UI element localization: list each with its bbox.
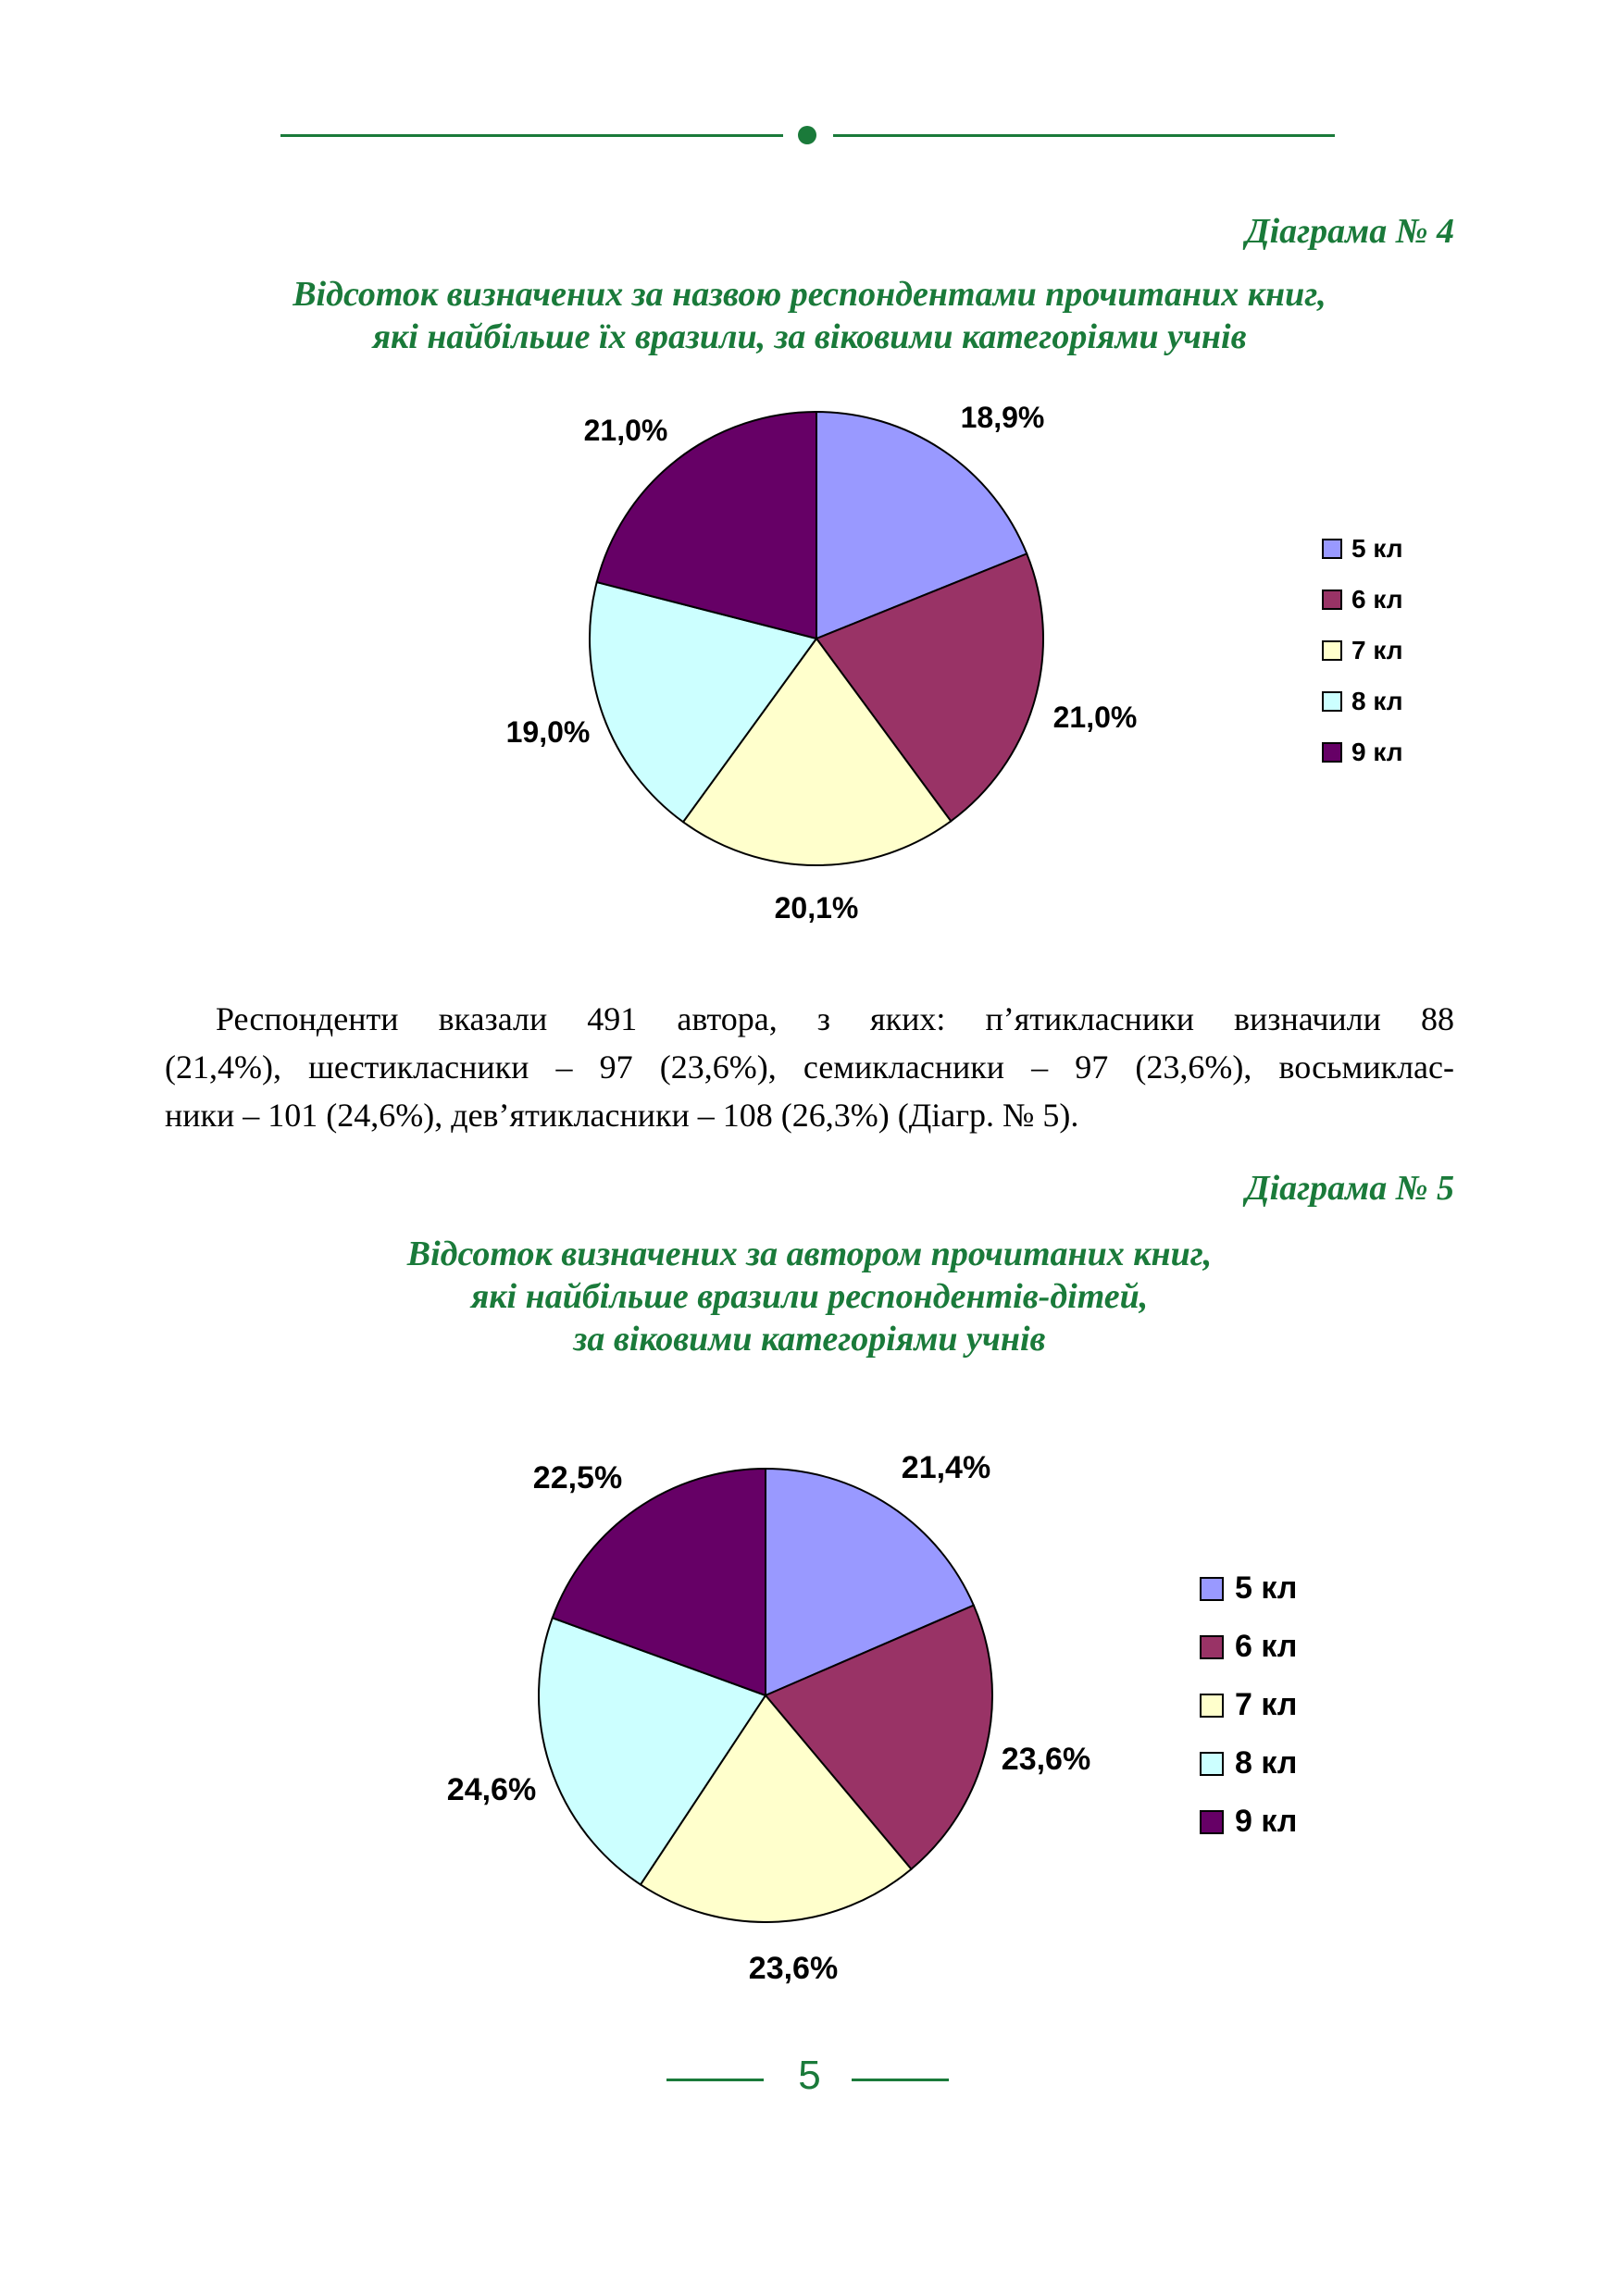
diagram-5-title-line: за віковими категоріями учнів xyxy=(573,1320,1046,1359)
pie-data-label: 19,0% xyxy=(505,715,591,749)
legend-item xyxy=(1200,1734,1297,1793)
legend-label: 6 кл xyxy=(1235,1629,1298,1664)
pie-data-label: 21,0% xyxy=(583,414,668,447)
legend-item xyxy=(1200,1676,1297,1734)
legend-label: 8 кл xyxy=(1351,686,1403,715)
paragraph-line: Респонденти вказали 491 автора, з яких: п’ятикласники визначили 88 xyxy=(216,1000,1454,1037)
legend-label: 8 кл xyxy=(1235,1745,1298,1781)
legend-label: 7 кл xyxy=(1351,635,1403,664)
diagram-5-label: Діаграма № 5 xyxy=(1245,1169,1454,1208)
diagram-5-title-line: які найбільше вразили респондентів-дітей, xyxy=(470,1277,1149,1316)
legend-swatch xyxy=(1200,1752,1224,1776)
pie-data-label: 18,9% xyxy=(960,401,1045,434)
legend-swatch xyxy=(1200,1810,1224,1834)
diagram-4-title-line: Відсоток визначених за назвою респондентами прочитаних книг, xyxy=(293,275,1326,314)
legend-diagram-5 xyxy=(1200,1559,1297,1851)
legend-item xyxy=(1200,1793,1297,1851)
legend-label: 5 кл xyxy=(1235,1570,1298,1606)
paragraph-line: (21,4%), шестикласники – 97 (23,6%), семикласники – 97 (23,6%), восьмиклас- xyxy=(165,1049,1454,1086)
legend-label: 6 кл xyxy=(1351,584,1403,614)
diagram-4-title-line: які найбільше їх вразили, за віковими категоріями учнів xyxy=(372,317,1247,356)
legend-label: 9 кл xyxy=(1351,737,1403,766)
pie-data-label: 21,4% xyxy=(901,1450,991,1485)
pie-data-label: 22,5% xyxy=(532,1460,623,1496)
legend-item xyxy=(1200,1559,1297,1618)
legend-label: 5 кл xyxy=(1351,533,1403,563)
legend-label: 9 кл xyxy=(1235,1804,1298,1839)
diagram-5-title-line: Відсоток визначених за автором прочитаних книг, xyxy=(406,1235,1213,1273)
pie-data-label: 21,0% xyxy=(1052,701,1138,734)
pie-data-label: 23,6% xyxy=(1001,1742,1091,1777)
legend-swatch xyxy=(1200,1577,1224,1601)
legend-item xyxy=(1200,1618,1297,1676)
legend-label: 7 кл xyxy=(1235,1687,1298,1722)
footer-rule-right xyxy=(852,2079,949,2081)
pie-data-label: 23,6% xyxy=(748,1951,839,1986)
pie-data-label: 20,1% xyxy=(774,891,859,925)
diagram-4-label: Діаграма № 4 xyxy=(1245,212,1454,251)
legend-swatch xyxy=(1200,1635,1224,1659)
pie-data-label: 24,6% xyxy=(446,1772,537,1807)
legend-swatch xyxy=(1200,1694,1224,1718)
paragraph-line: ники – 101 (24,6%), дев’ятикласники – 108 (26,3%) (Діагр. № 5). xyxy=(165,1097,1079,1134)
page-number: 5 xyxy=(798,2053,821,2098)
